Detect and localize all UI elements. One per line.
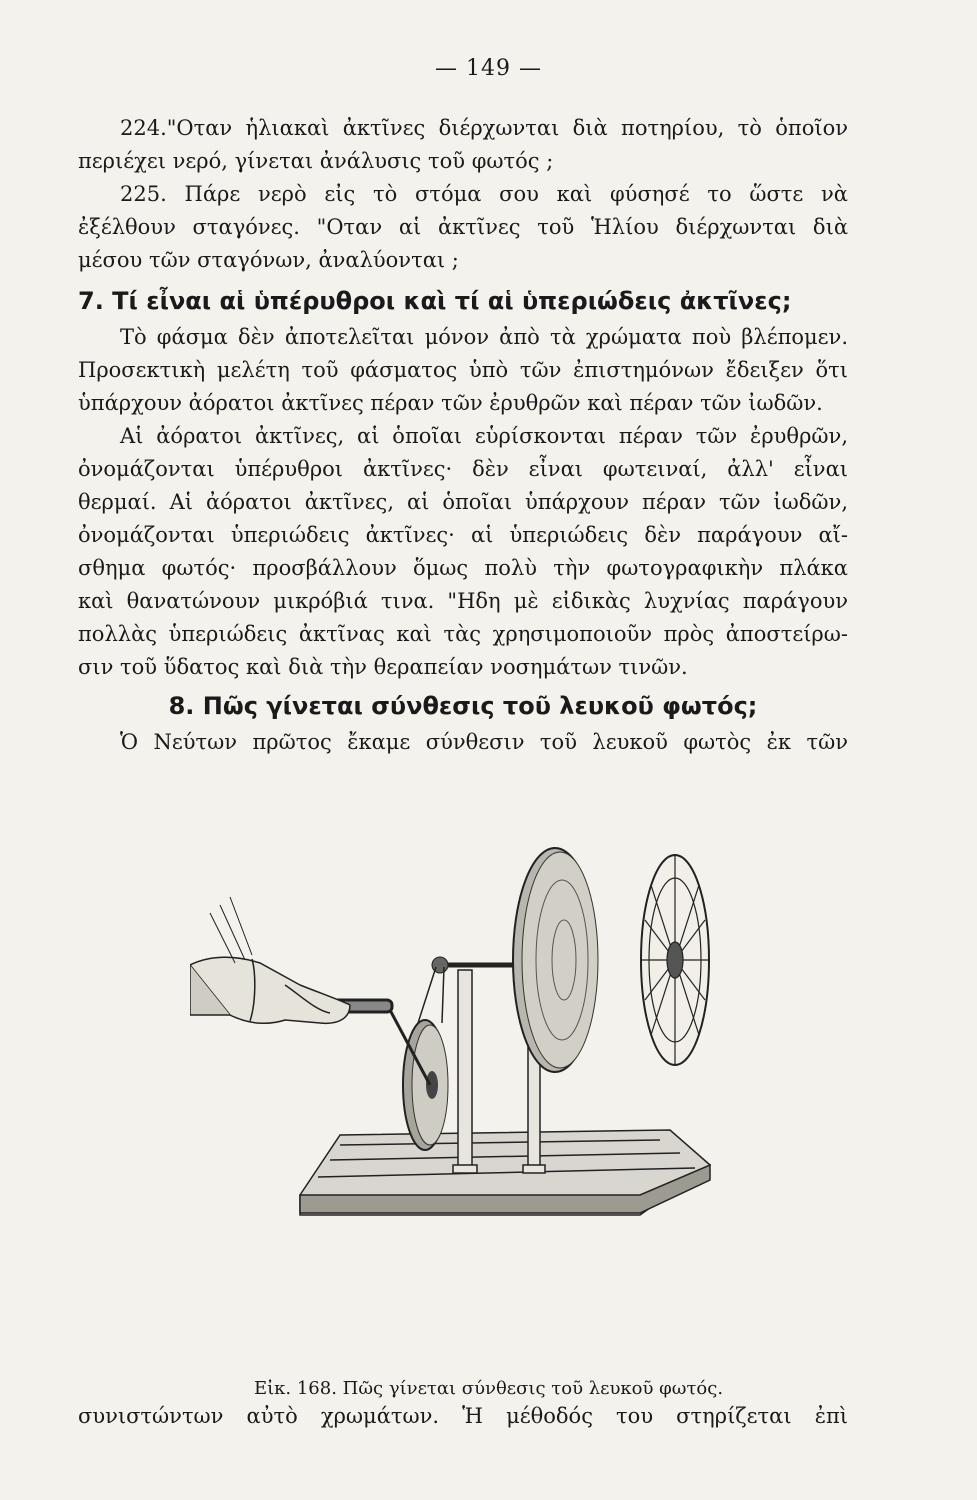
section-7-line: καὶ θανατώνουν μικρόβιά τινα. "Ηδη μὲ εἰδικὰς λυχνίας παράγουν xyxy=(78,589,848,613)
newton-disc-illustration xyxy=(190,835,730,1225)
para-224-line2: περιέχει νερό, γίνεται ἀνάλυσις τοῦ φωτός ; xyxy=(78,149,554,173)
para-224-line1: 224."Οταν ἡλιακαὶ ἀκτῖνες διέρχωνται διὰ ποτηρίου, τὸ ὁποῖον xyxy=(120,116,848,140)
bottom-text-line: συνιστώντων αὐτὸ χρωμάτων. Ἡ μέθοδός του στηρίζεται ἐπὶ xyxy=(78,1404,848,1428)
para-225-line3: μέσου τῶν σταγόνων, ἀναλύονται ; xyxy=(78,248,459,272)
drive-belt xyxy=(418,967,444,1023)
section-8-heading: 8. Πῶς γίνεται σύνθεσις τοῦ λευκοῦ φωτός; xyxy=(168,692,758,720)
section-7-line: πολλὰς ὑπεριώδεις ἀκτῖνας καὶ τὰς χρησιμοποιοῦν πρὸς ἀποστείρω- xyxy=(78,622,848,646)
section-7-line: Προσεκτικὴ μελέτη τοῦ φάσματος ὑπὸ τῶν ἐπιστημόνων ἔδειξεν ὅτι xyxy=(78,358,848,382)
section-7-heading: 7. Τί εἶναι αἱ ὑπέρυθροι καὶ τί αἱ ὑπεριώδεις ἀκτῖνες; xyxy=(78,287,792,315)
page-number: — 149 — xyxy=(435,56,542,81)
text-block-main xyxy=(78,112,848,759)
large-disc xyxy=(513,848,598,1072)
section-7-line: σθημα φωτός· προσβάλλουν ὅμως πολὺ τὴν φωτογραφικὴν πλάκα xyxy=(78,556,848,580)
apparatus-base xyxy=(300,1130,710,1215)
hand-icon xyxy=(190,897,350,1023)
para-225-line1: 225. Πάρε νερὸ εἰς τὸ στόμα σου καὶ φύσησέ το ὥστε νὰ xyxy=(120,182,848,206)
section-7-line: Τὸ φάσμα δὲν ἀποτελεῖται μόνον ἀπὸ τὰ χρώματα ποὺ βλέπομεν. xyxy=(120,325,848,349)
section-7-line: θερμαί. Αἱ ἀόρατοι ἀκτῖνες, αἱ ὁποῖαι ὑπάρχουν πέραν τῶν ἰωδῶν, xyxy=(78,490,848,514)
color-disc xyxy=(641,855,709,1065)
section-7-line: ὀνομάζονται ὑπεριώδεις ἀκτῖνες· αἱ ὑπεριώδεις δὲν παράγουν αἴ- xyxy=(78,523,848,547)
section-8-line1: Ὁ Νεύτων πρῶτος ἔκαμε σύνθεσιν τοῦ λευκοῦ φωτὸς ἐκ τῶν xyxy=(120,730,848,754)
section-7-line: ὑπάρχουν ἀόρατοι ἀκτῖνες πέραν τῶν ἐρυθρῶν καὶ πέραν τῶν ἰωδῶν. xyxy=(78,391,823,415)
para-225-line2: ἐξέλθουν σταγόνες. "Οταν αἱ ἀκτῖνες τοῦ Ἡλίου διέρχωνται διὰ xyxy=(78,215,848,239)
section-7-line: Αἱ ἀόρατοι ἀκτῖνες, αἱ ὁποῖαι εὑρίσκονται πέραν τῶν ἐρυθρῶν, xyxy=(120,424,848,448)
section-7-line: ὀνομάζονται ὑπέρυθροι ἀκτῖνες· δὲν εἶναι φωτειναί, ἀλλ' εἶναι xyxy=(78,457,848,481)
figure-caption: Εἰκ. 168. Πῶς γίνεται σύνθεσις τοῦ λευκοῦ φωτός. xyxy=(253,1378,724,1399)
driving-wheel xyxy=(403,1020,448,1150)
section-7-line: σιν τοῦ ὕδατος καὶ διὰ τὴν θεραπείαν νοσημάτων τινῶν. xyxy=(78,655,688,679)
